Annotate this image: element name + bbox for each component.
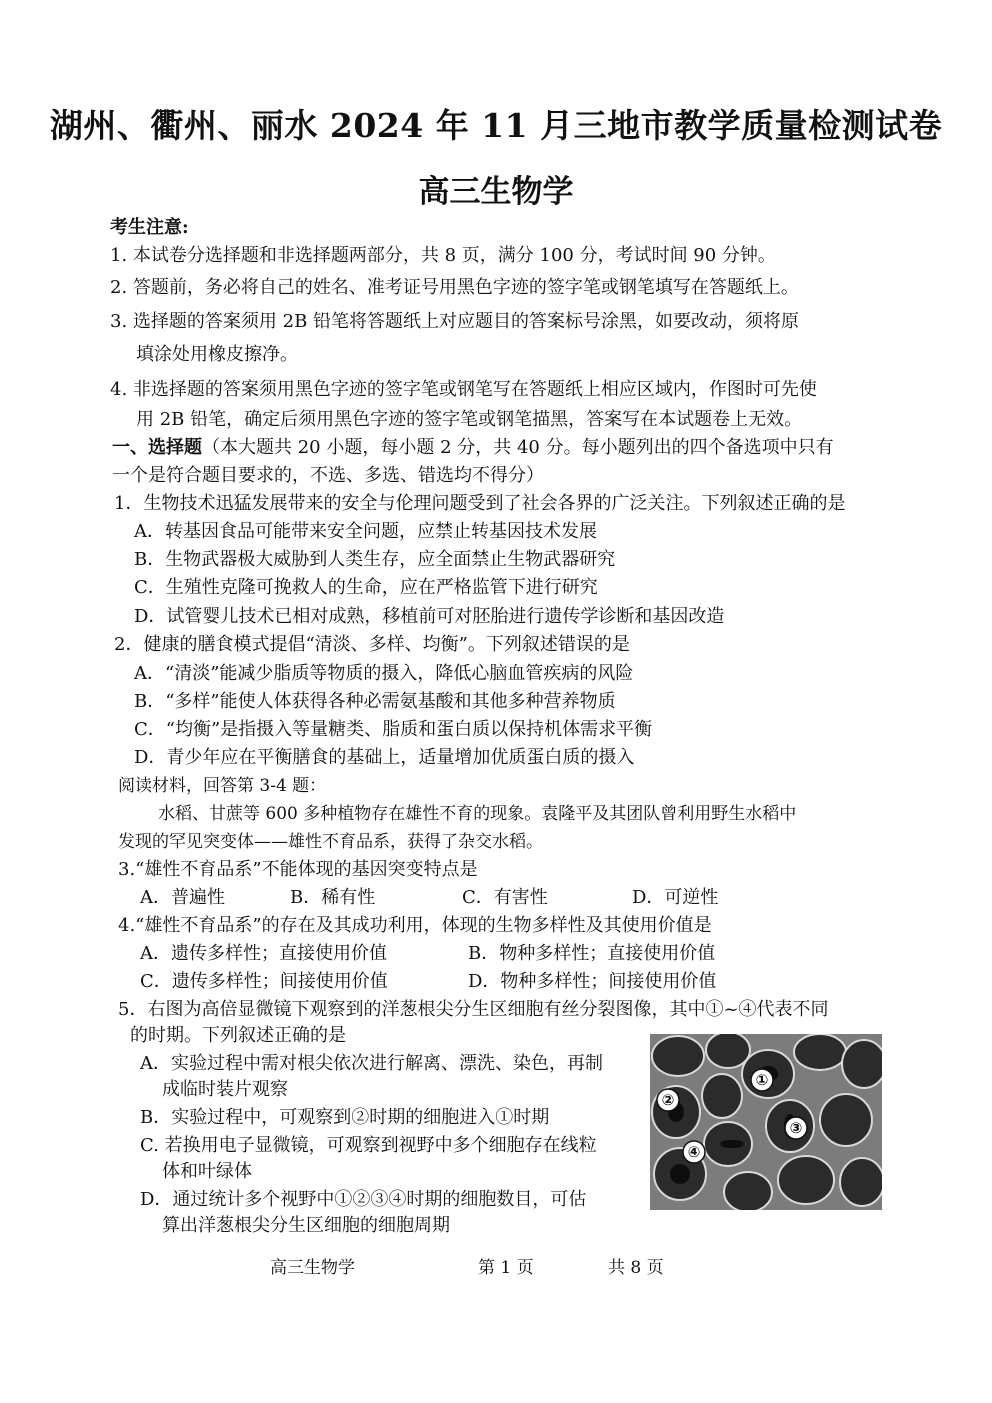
footer-subject: 高三生物学 [270,1258,355,1278]
exam-subject: 高三生物学 [418,174,574,210]
q2-option-d: D．青少年应在平衡膳食的基础上，适量增加优质蛋白质的摄入 [134,747,635,768]
q4-options-row-1 [0,942,992,966]
q4-option-c: C．遗传多样性；间接使用价值 [140,971,388,992]
q3-option-d: D．可逆性 [632,887,719,908]
notice-item-2: 2. 答题前，务必将自己的姓名、准考证号用黑色字迹的签字笔或钢笔填写在答题纸上。 [110,277,799,298]
q3-stem: 3.“雄性不育品系”不能体现的基因突变特点是 [118,859,478,880]
q2-option-b: B．“多样”能使人体获得各种必需氨基酸和其他多种营养物质 [134,691,616,712]
notice-item-4-cont: 用 2B 铅笔，确定后须用黑色字迹的签字笔或钢笔描黑，答案写在本试题卷上无效。 [136,409,803,430]
exam-title: 湖州、衢州、丽水 2024 年 11 月三地市教学质量检测试卷 [49,106,943,145]
section-heading [112,436,834,460]
q5-stem-1: 5．右图为高倍显微镜下观察到的洋葱根尖分生区细胞有丝分裂图像，其中①~④代表不同 [118,999,829,1020]
q4-option-a: A．遗传多样性；直接使用价值 [140,943,387,964]
figure-label-2: ② [661,1091,675,1109]
section-desc-2: 一个是符合题目要求的，不选、多选、错选均不得分） [112,465,544,486]
section-title: 一、选择题 [112,437,202,458]
q5-option-d: D．通过统计多个视野中①②③④时期的细胞数目，可估 [140,1189,587,1210]
q3-options [0,886,992,910]
notice-item-4: 4. 非选择题的答案须用黑色字迹的签字笔或钢笔写在答题纸上相应区域内，作图时可先使 [110,379,817,400]
q5-option-d-cont: 算出洋葱根尖分生区细胞的细胞周期 [162,1215,450,1236]
q4-stem: 4.“雄性不育品系”的存在及其成功利用，体现的生物多样性及其使用价值是 [118,915,712,936]
q1-option-b: B．生物武器极大威胁到人类生存，应全面禁止生物武器研究 [134,549,616,570]
footer-page-number: 第 1 页 [478,1258,534,1278]
q1-option-a: A．转基因食品可能带来安全问题，应禁止转基因技术发展 [134,521,597,542]
q1-stem: 1．生物技术迅猛发展带来的安全与伦理问题受到了社会各界的广泛关注。下列叙述正确的是 [114,493,846,514]
q5-option-b: B．实验过程中，可观察到②时期的细胞进入①时期 [140,1107,550,1128]
q3-option-c: C．有害性 [462,887,548,908]
notice-item-3: 3. 选择题的答案须用 2B 铅笔将答题纸上对应题目的答案标号涂黑，如要改动，须将原 [110,311,800,332]
q5-option-a: A．实验过程中需对根尖依次进行解离、漂洗、染色，再制 [140,1053,603,1074]
q2-option-a: A．“清淡”能减少脂质等物质的摄入，降低心脑血管疾病的风险 [134,663,634,684]
section-desc-1: （本大题共 20 小题，每小题 2 分，共 40 分。每小题列出的四个备选项中只有 [202,437,834,458]
q1-option-c: C．生殖性克隆可挽救人的生命，应在严格监管下进行研究 [134,577,598,598]
material-line-1: 水稻、甘蔗等 600 多种植物存在雄性不育的现象。袁隆平及其团队曾利用野生水稻中 [158,804,797,824]
notice-heading: 考生注意: [110,217,189,238]
q5-option-a-cont: 成临时装片观察 [162,1079,288,1100]
q5-option-c-cont: 体和叶绿体 [162,1161,252,1182]
q2-option-c: C．“均衡”是指摄入等量糖类、脂质和蛋白质以保持机体需求平衡 [134,719,653,740]
q4-option-b: B．物种多样性；直接使用价值 [468,943,716,964]
micrograph-figure [650,1034,882,1210]
q5-stem-2: 的时期。下列叙述正确的是 [130,1025,346,1046]
figure-label-4: ④ [687,1143,701,1161]
material-intro: 阅读材料，回答第 3-4 题： [118,776,327,796]
q3-option-b: B．稀有性 [290,887,376,908]
q4-option-d: D．物种多样性；间接使用价值 [468,971,717,992]
q5-option-c: C. 若换用电子显微镜，可观察到视野中多个细胞存在线粒 [140,1135,597,1156]
notice-item-1: 1. 本试卷分选择题和非选择题两部分，共 8 页，满分 100 分，考试时间 90 分钟。 [110,245,776,266]
material-line-2: 发现的罕见突变体——雄性不育品系，获得了杂交水稻。 [118,832,543,852]
micrograph-image [650,1034,882,1210]
q2-stem: 2．健康的膳食模式提倡“清淡、多样、均衡”。下列叙述错误的是 [114,634,630,655]
footer-total-pages: 共 8 页 [608,1258,664,1278]
figure-label-1: ① [755,1071,769,1089]
q3-option-a: A．普遍性 [140,887,225,908]
q4-options-row-2 [0,970,992,994]
q1-option-d: D．试管婴儿技术已相对成熟，移植前可对胚胎进行遗传学诊断和基因改造 [134,606,725,627]
figure-label-3: ③ [789,1119,803,1137]
notice-item-3-cont: 填涂处用橡皮擦净。 [136,344,298,365]
